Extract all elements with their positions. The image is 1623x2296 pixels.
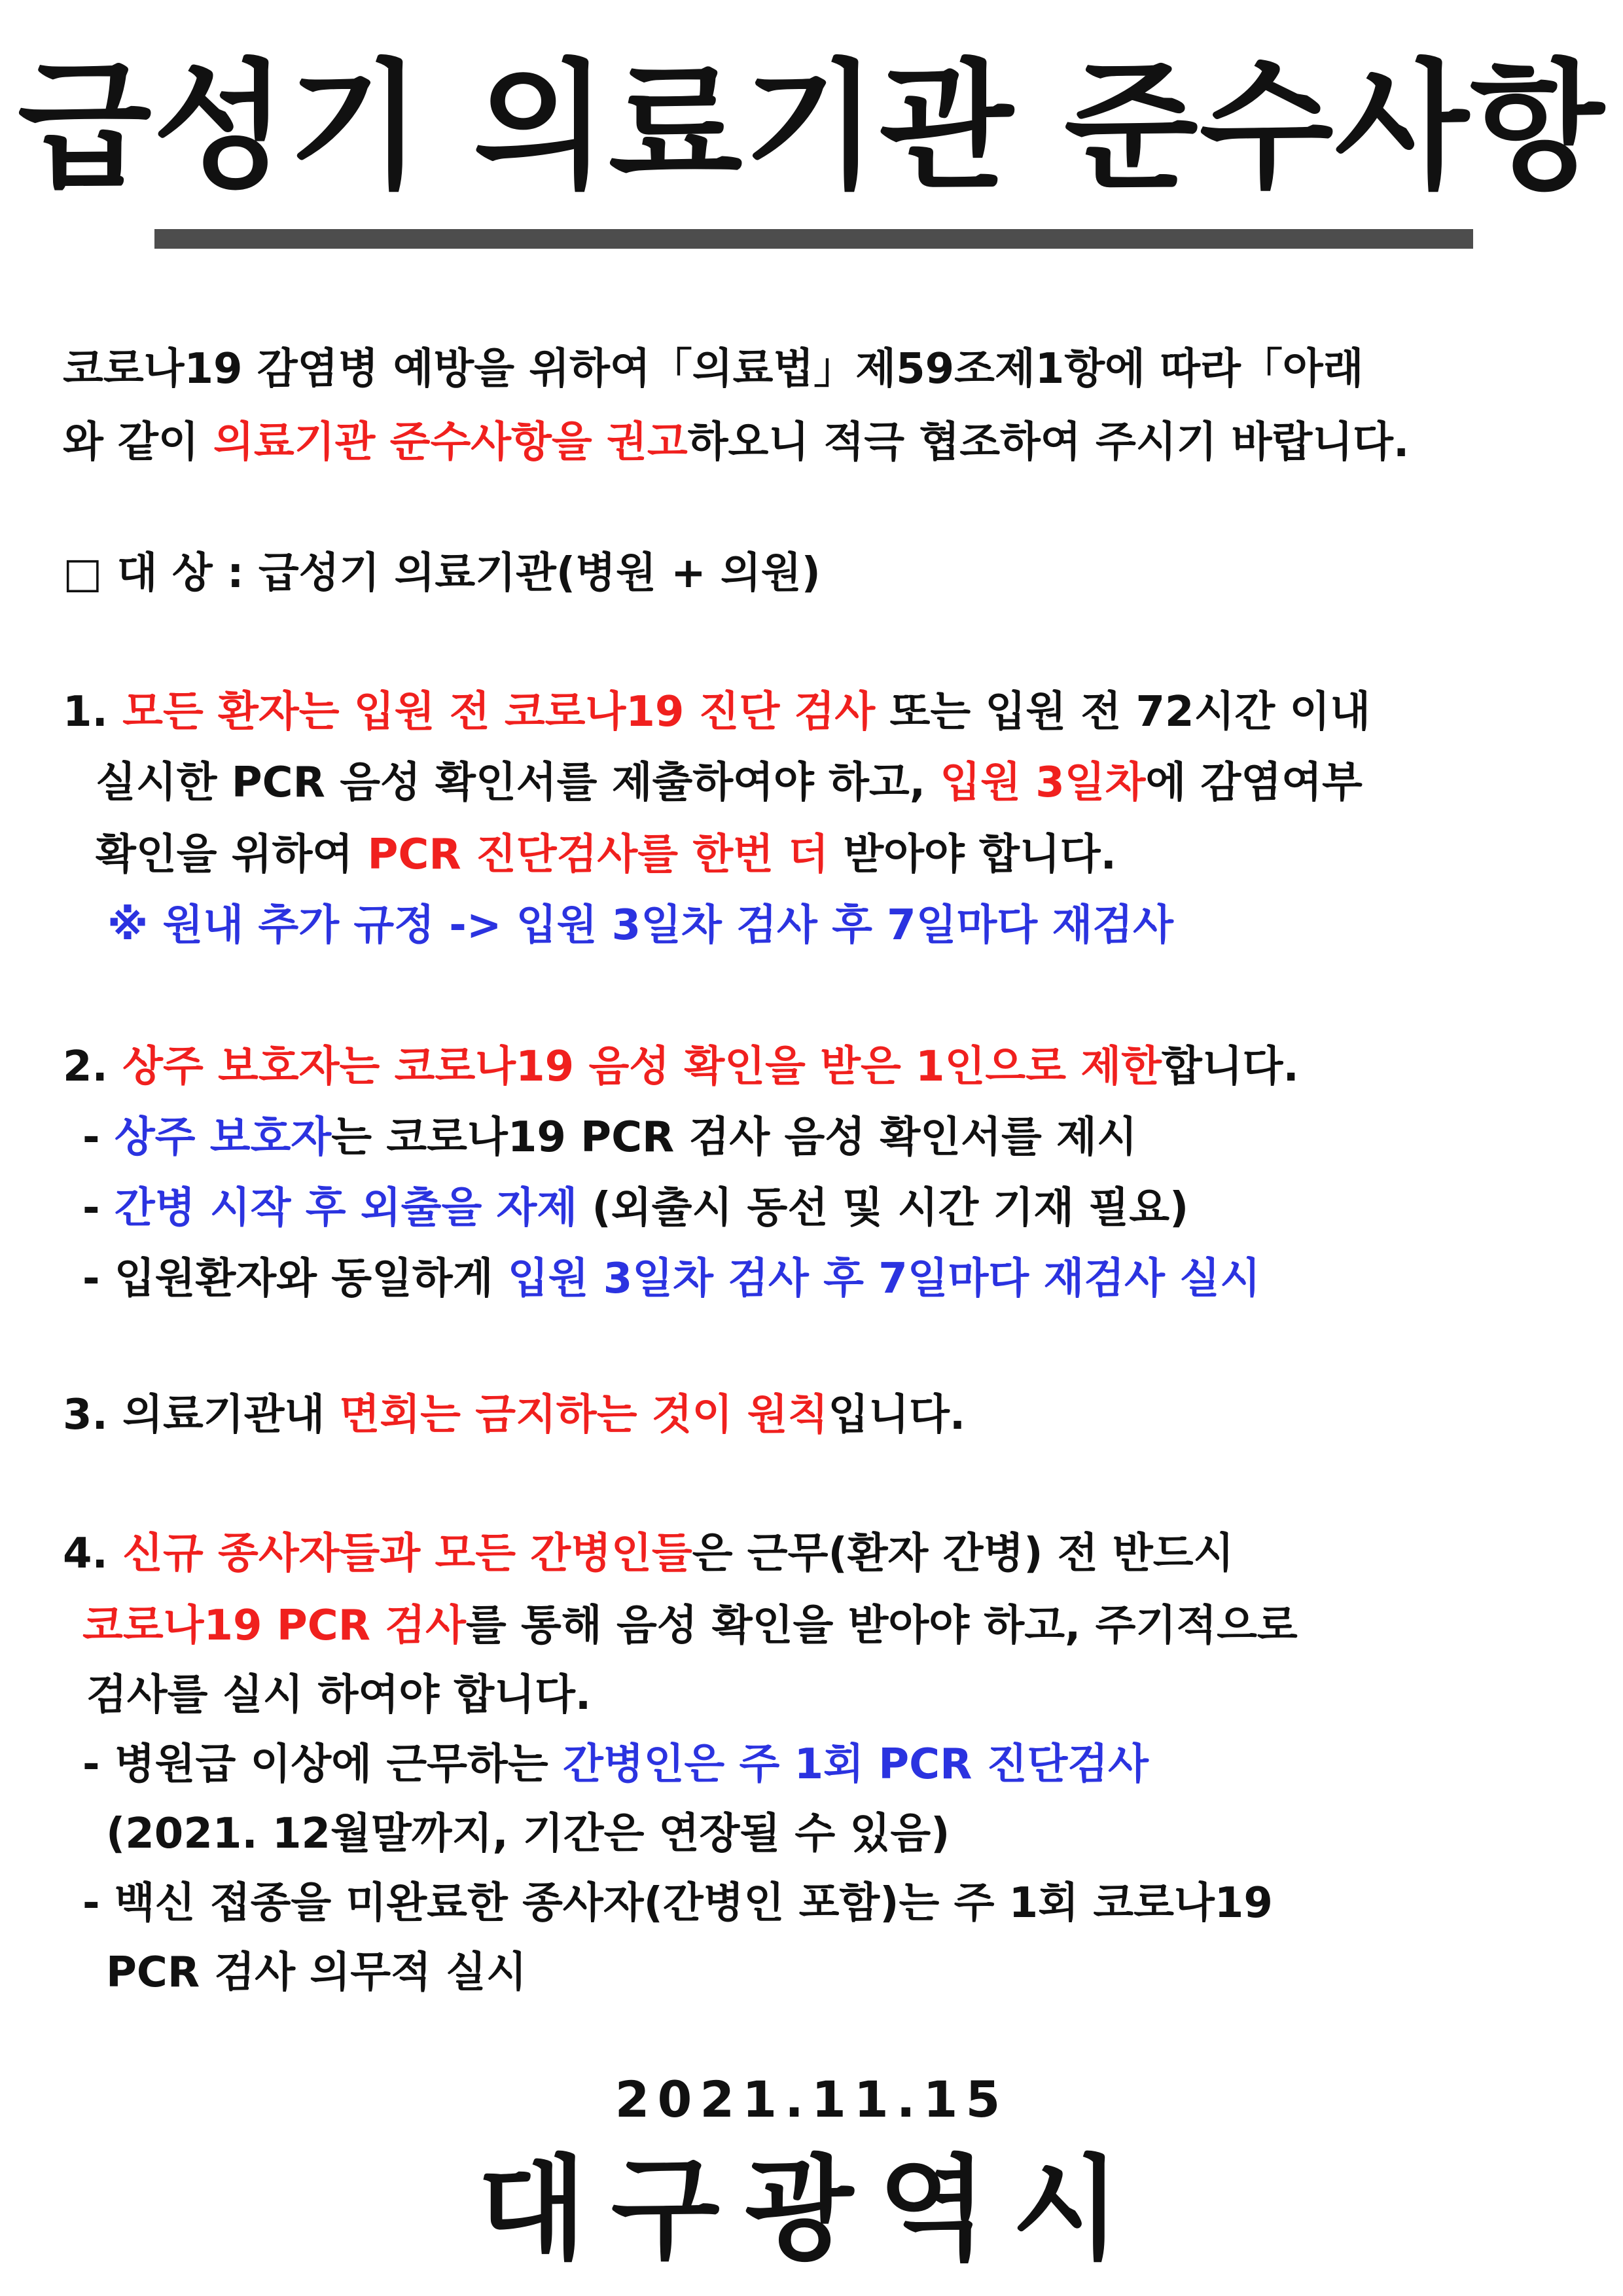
- section4-line-3: [86, 1659, 591, 1732]
- intro-line-1: [63, 332, 1364, 406]
- section1-text: 또는 입원 전 72시간 이내: [875, 688, 1371, 736]
- intro-text: 코로나19 감염병 예방을 위하여「의료법」제59조제1항에 따라「아래: [63, 345, 1364, 393]
- section1-line-1: [63, 675, 1370, 749]
- bullet-emphasis: 입원 3일차 검사 후 7일마다 재검사 실시: [507, 1255, 1260, 1303]
- section4-emphasis: 코로나19 PCR 검사: [82, 1602, 466, 1650]
- section1-line-3: [96, 818, 1116, 891]
- bullet-text: (외출시 동선 및 시간 기재 필요): [577, 1184, 1189, 1232]
- section1-emphasis: 모든 환자는 입원 전 코로나19 진단 검사: [122, 688, 876, 736]
- section1-text: 실시한 PCR 음성 확인서를 제출하여야 하고,: [96, 759, 940, 807]
- section1-text: 에 감염여부: [1145, 759, 1363, 807]
- intro-emphasis: 의료기관 준수사항을 권고: [213, 418, 688, 467]
- section2-bullet-3: [82, 1242, 1260, 1316]
- bullet-text: -: [82, 1113, 115, 1162]
- section2-line-1: [63, 1030, 1299, 1103]
- target-text: □ 대 상 : 급성기 의료기관(병원 + 의원): [63, 549, 821, 598]
- section3-text: 입니다.: [828, 1391, 966, 1439]
- section2-bullet-1: [82, 1101, 1137, 1174]
- section-number: 2.: [63, 1043, 123, 1091]
- target-line: [63, 537, 821, 610]
- bullet-text: PCR 검사 의무적 실시: [106, 1948, 527, 1997]
- intro-line-2: [63, 406, 1409, 479]
- intro-text: 와 같이: [63, 418, 214, 467]
- section3-text: 3. 의료기관내: [63, 1391, 340, 1439]
- bullet-text: 는 코로나19 PCR 검사 음성 확인서를 제시: [331, 1113, 1137, 1162]
- bullet-text: - 병원급 이상에 근무하는: [82, 1740, 563, 1789]
- section4-bullet-1-note: [106, 1797, 950, 1871]
- section2-text: 합니다.: [1162, 1043, 1299, 1091]
- section4-text: 검사를 실시 하여야 합니다.: [86, 1671, 592, 1719]
- bullet-emphasis: 상주 보호자: [114, 1113, 332, 1162]
- section1-text: 받아야 합니다.: [829, 831, 1116, 879]
- section4-text: 은 근무(환자 간병) 전 반드시: [692, 1530, 1234, 1578]
- bullet-text: - 입원환자와 동일하게: [82, 1255, 508, 1303]
- section4-line-2: [82, 1589, 1298, 1662]
- section1-note: [107, 889, 1173, 962]
- section4-bullet-1: [82, 1728, 1149, 1801]
- section1-note-text: ※ 원내 추가 규정 -> 입원 3일차 검사 후 7일마다 재검사: [107, 901, 1173, 950]
- section-number: 4.: [63, 1530, 123, 1578]
- section2-emphasis: 상주 보호자는 코로나19 음성 확인을 받은 1인으로 제한: [122, 1043, 1162, 1091]
- page-title: 급성기 의료기관 준수사항: [17, 46, 1606, 207]
- section4-text: 를 통해 음성 확인을 받아야 하고, 주기적으로: [465, 1602, 1298, 1650]
- issue-date: 2021.11.15: [615, 2070, 1008, 2128]
- title-underline: [154, 229, 1473, 249]
- section4-bullet-2-cont: [106, 1936, 527, 2009]
- section3-emphasis: 면회는 금지하는 것이 원칙: [339, 1391, 829, 1439]
- bullet-text: - 백신 접종을 미완료한 종사자(간병인 포함)는 주 1회 코로나19: [82, 1879, 1273, 1928]
- section3-line: [63, 1378, 965, 1452]
- section4-emphasis: 신규 종사자들과 모든 간병인들: [122, 1530, 692, 1578]
- section1-text: 확인을 위하여: [96, 831, 368, 879]
- section4-line-1: [63, 1517, 1234, 1590]
- bullet-emphasis: 간병 시작 후 외출을 자제: [114, 1184, 578, 1232]
- section1-emphasis: PCR 진단검사를 한번 더: [367, 831, 829, 879]
- section1-emphasis: 입원 3일차: [940, 759, 1146, 807]
- bullet-note-text: (2021. 12월말까지, 기간은 연장될 수 있음): [106, 1810, 950, 1858]
- section4-bullet-2: [82, 1867, 1273, 1940]
- section1-line-2: [96, 746, 1363, 819]
- section-number: 1.: [63, 688, 123, 736]
- bullet-emphasis: 간병인은 주 1회 PCR 진단검사: [562, 1740, 1149, 1789]
- bullet-text: -: [82, 1184, 115, 1232]
- section2-bullet-2: [82, 1172, 1188, 1245]
- issuer-name: 대구광역시: [477, 2144, 1146, 2275]
- intro-text: 하오니 적극 협조하여 주시기 바랍니다.: [687, 418, 1410, 467]
